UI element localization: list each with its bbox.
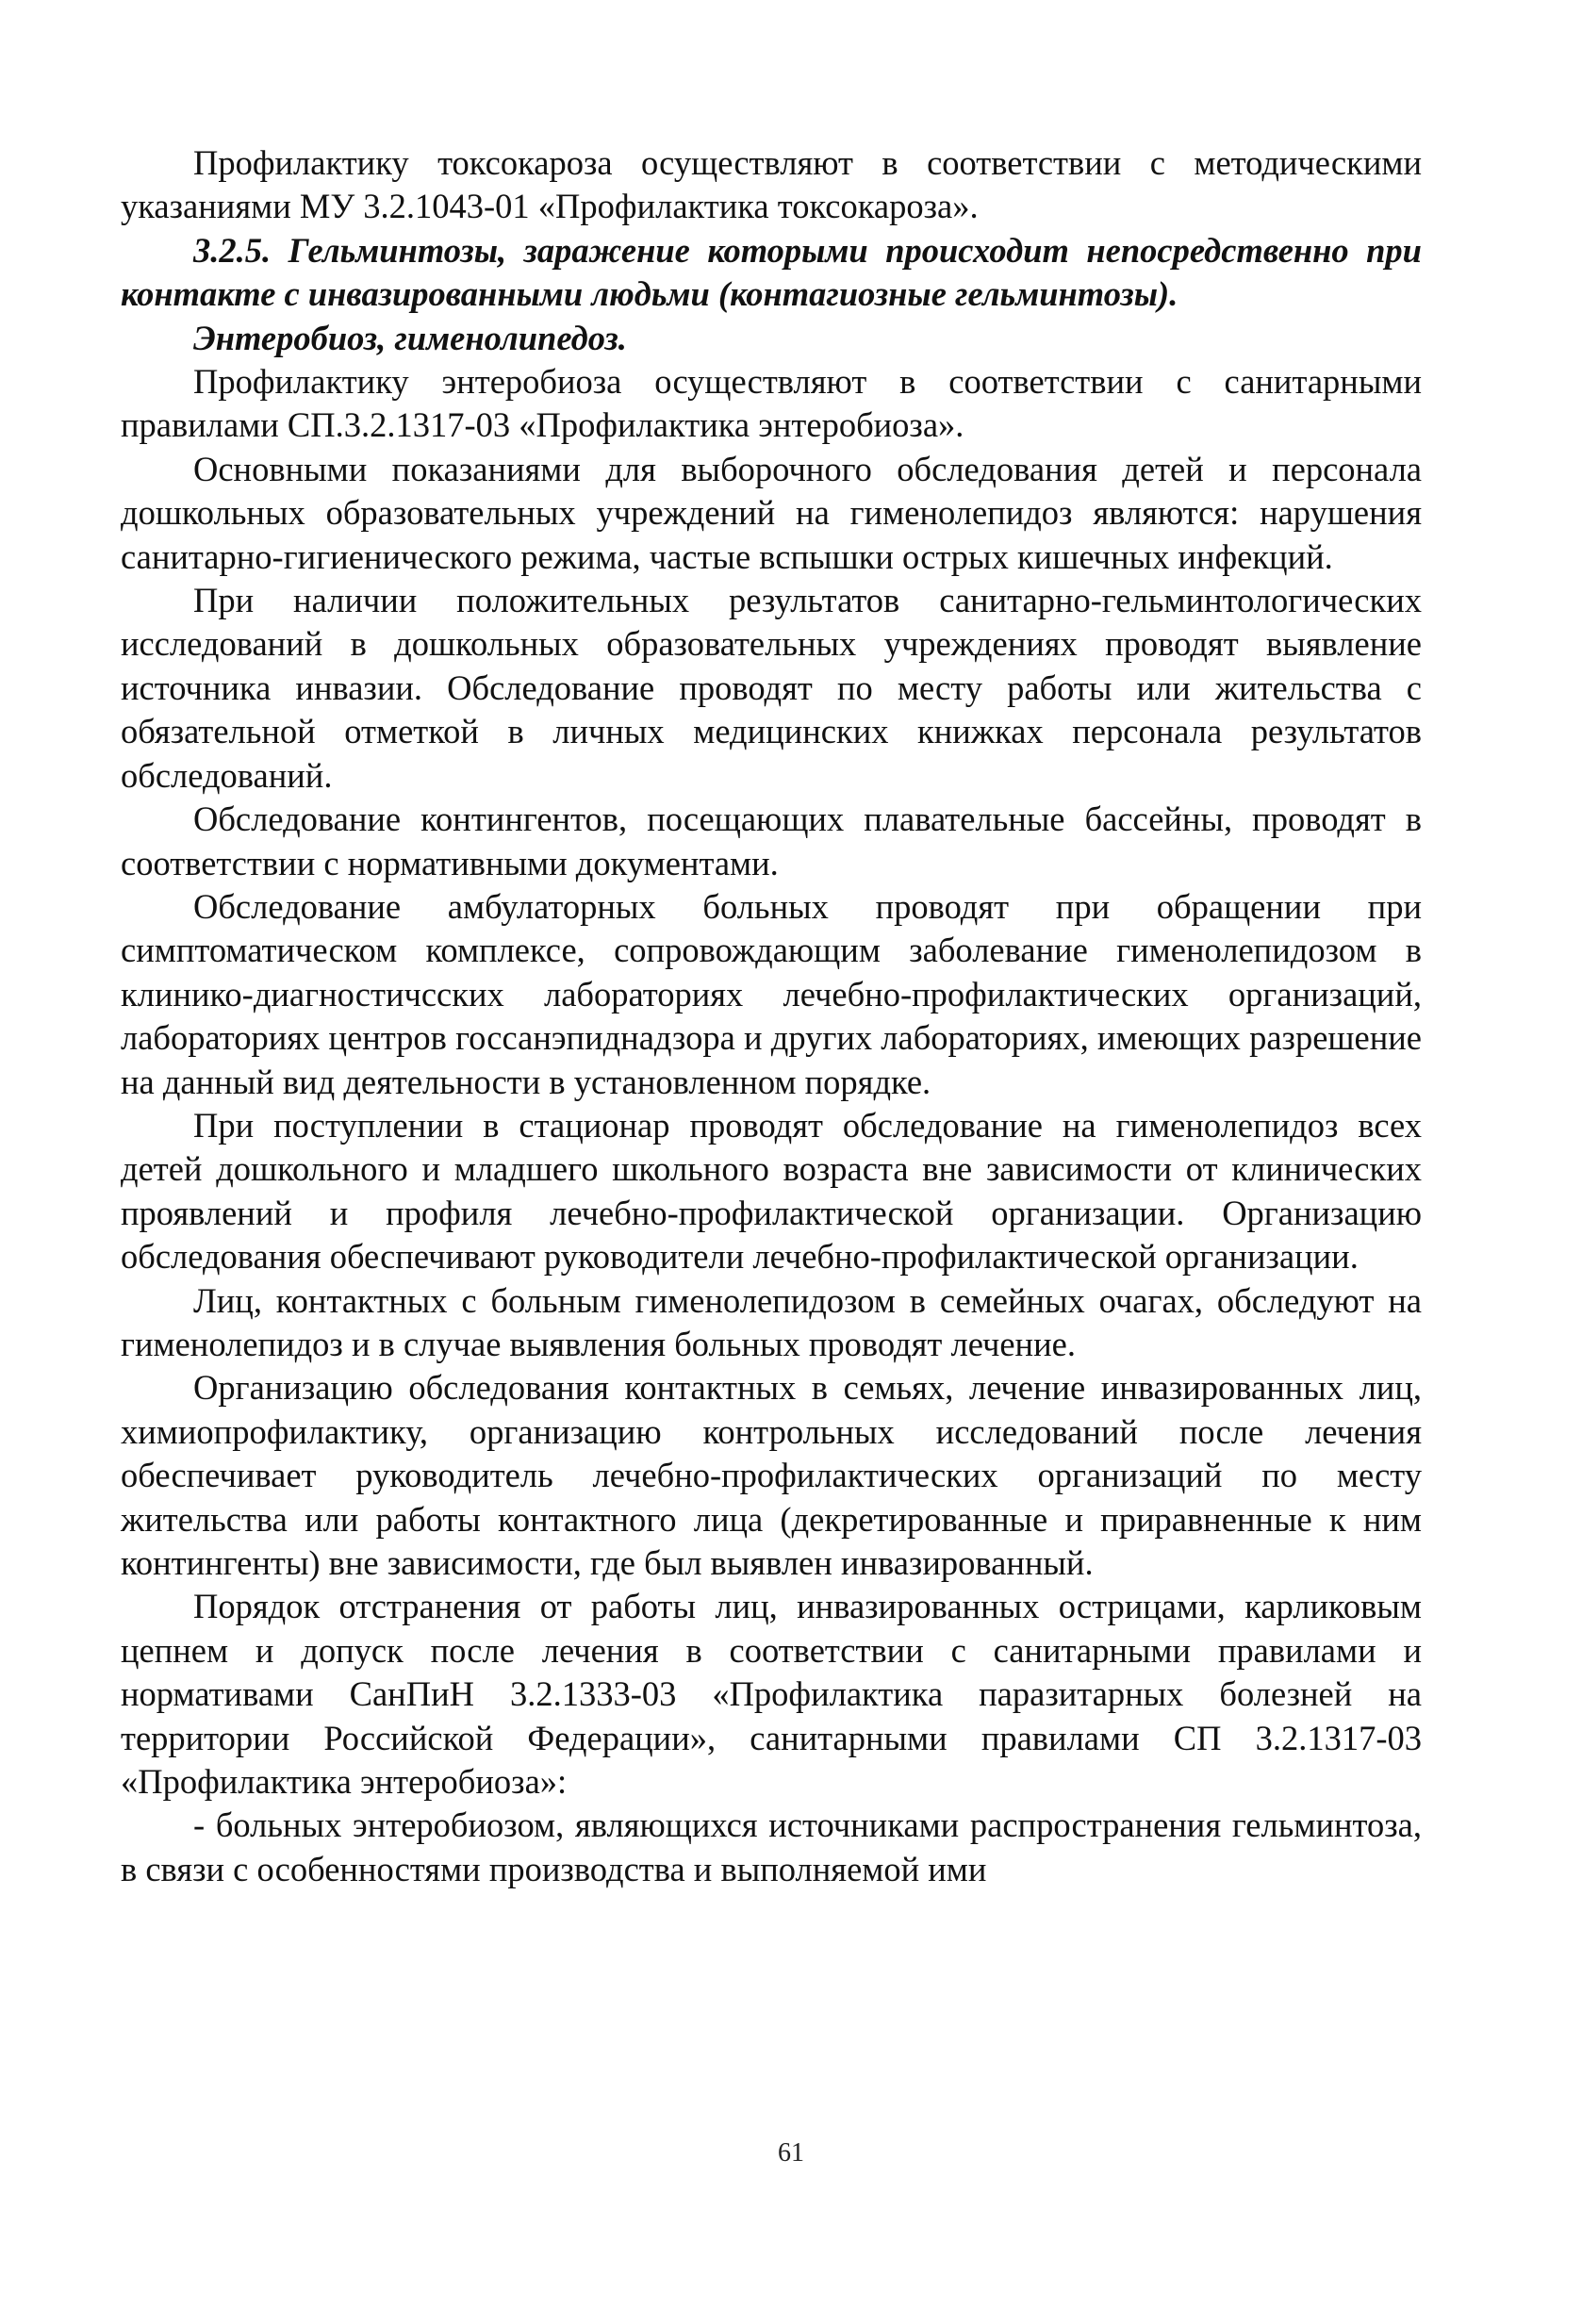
subsection-heading-enterobiosis: Энтеробиоз, гименолипедоз. (193, 318, 627, 357)
paragraph-toxocarosis: Профилактику токсокароза осуществляют в соответствии с методическими указаниями МУ 3.2.1043-01 «Профилактика токсокароза». (121, 143, 1422, 226)
document-page (121, 141, 1422, 1891)
page-number: 61 (778, 2138, 804, 2167)
section-heading-3-2-5: 3.2.5. Гельминтозы, заражение которыми происходит непосредственно при контакте с инвазированными людьми (контагиозные гельминтозы). (121, 230, 1422, 314)
paragraph-work-suspension: Порядок отстранения от работы лиц, инвазированных острицами, карликовым цепнем и допуск после лечения в соответствии с санитарными правилами и нормативами СанПиН 3.2.1333-03 «Профилактика паразитарных болезней на территории Российской Федерации», санитарными правилами СП 3.2.1317-03 «Профилактика энтеробиоза»: (121, 1587, 1422, 1802)
paragraph-contacts: Лиц, контактных с больным гименолепидозом в семейных очагах, обследуют на гименолепидоз и в случае выявления больных проводят лечение. (121, 1280, 1422, 1363)
paragraph-outpatients: Обследование амбулаторных больных проводят при обращении при симптоматическом комплексе, сопровождающим заболевание гименолепидозом в клинико-диагностичсских лабораториях лечебно-профилактических организаций, лабораториях центров госсанэпиднадзора и других лабораториях, имеющих разрешение на данный вид деятельности в установленном порядке. (121, 886, 1422, 1101)
paragraph-enterobiosis-prevention: Профилактику энтеробиоза осуществляют в соответствии с санитарными правилами СП.3.2.1317-03 «Профилактика энтеробиоза». (121, 362, 1422, 445)
paragraph-swimming-pools: Обследование контингентов, посещающих плавательные бассейны, проводят в соответствии с нормативными документами. (121, 799, 1422, 882)
paragraph-list-item: - больных энтеробиозом, являющихся источниками распространения гельминтоза, в связи с особенностями производства и выполняемой ими (121, 1805, 1422, 1888)
paragraph-positive-results: При наличии положительных результатов санитарно-гельминтологических исследований в дошкольных образовательных учреждениях проводят выявление источника инвазии. Обследование проводят по месту работы или жительства с обязательной отметкой в личных медицинских книжках персонала результатов обследований. (121, 581, 1422, 795)
paragraph-hospital-admission: При поступлении в стационар проводят обследование на гименолепидоз всех детей дошкольного и младшего школьного возраста вне зависимости от клинических проявлений и профиля лечебно-профилактической организации. Организацию обследования обеспечивают руководители лечебно-профилактической организации. (121, 1105, 1422, 1277)
paragraph-indications: Основными показаниями для выборочного обследования детей и персонала дошкольных образовательных учреждений на гименолепидоз являются: нарушения санитарно-гигиенического режима, частые вспышки острых кишечных инфекций. (121, 449, 1422, 576)
paragraph-family-examination: Организацию обследования контактных в семьях, лечение инвазированных лиц, химиопрофилактику, организацию контрольных исследований после лечения обеспечивает руководитель лечебно-профилактических организаций по месту жительства или работы контактного лица (декретированные и приравненные к ним контингенты) вне зависимости, где был выявлен инвазированный. (121, 1368, 1422, 1582)
